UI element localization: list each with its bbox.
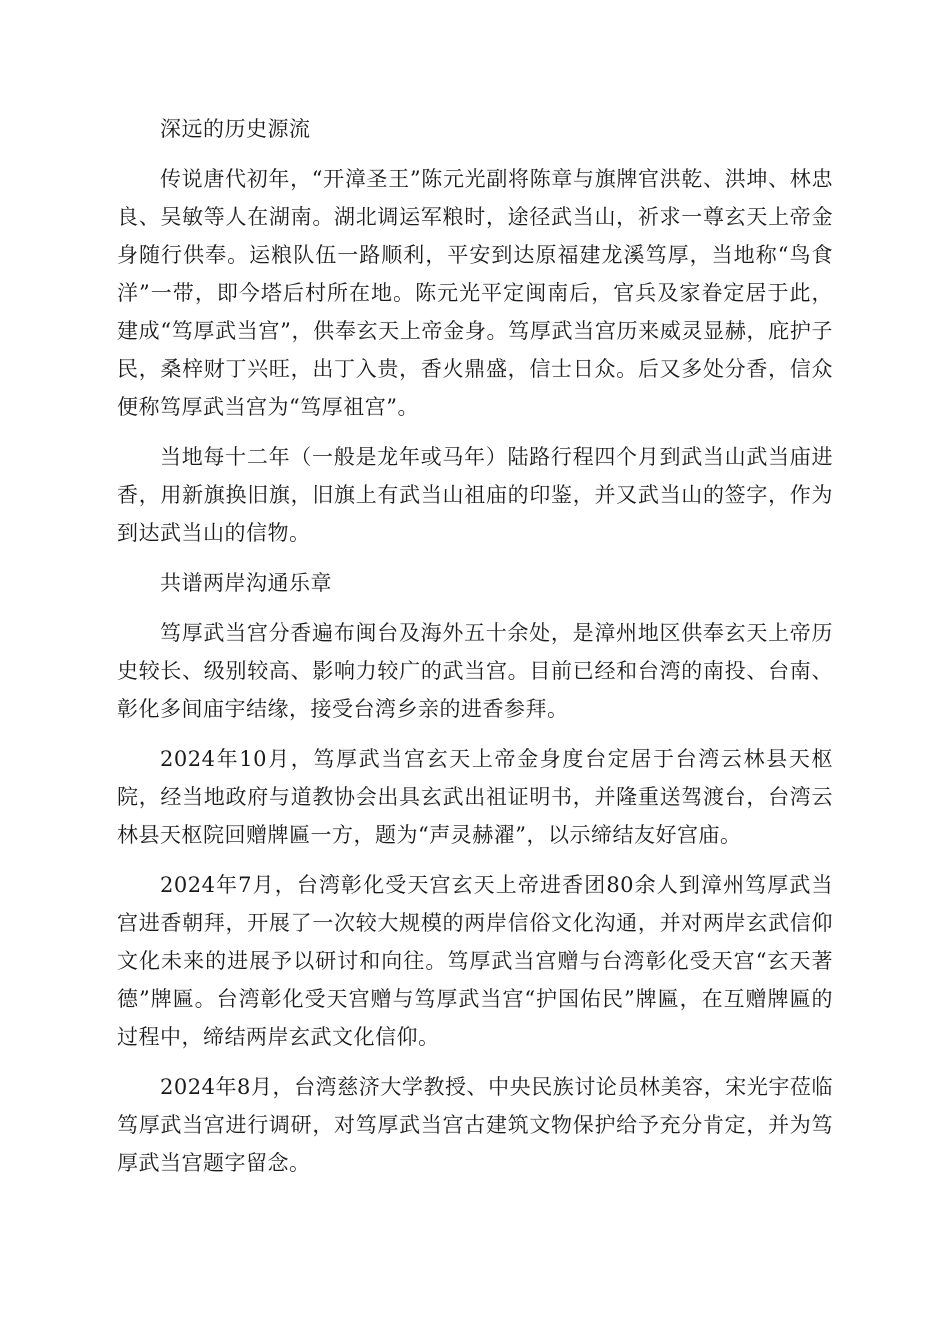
section-heading-history: 深远的历史源流	[160, 117, 311, 141]
paragraph-2024-october: 2024年10月，笃厚武当宫玄天上帝金身度台定居于台湾云林县天枢院，经当地政府与道教协会出具玄武出祖证明书，并隆重送驾渡台，台湾云林县天枢院回赠牌匾一方，题为“声灵赫濯”，以示缔结友好宫庙。	[117, 747, 833, 847]
section-heading-cross-strait: 共谱两岸沟通乐章	[160, 571, 332, 595]
paragraph-2024-july: 2024年7月，台湾彰化受天宫玄天上帝进香团80余人到漳州笃厚武当宫进香朝拜，开展了一次较大规模的两岸信俗文化沟通，并对两岸玄武信仰文化未来的进展予以研讨和向往。笃厚武当宫赠与台湾彰化受天宫“玄天著德”牌匾。台湾彰化受天宫赠与笃厚武当宫“护国佑民”牌匾，在互赠牌匾的过程中，缔结两岸玄武文化信仰。	[117, 873, 833, 1049]
paragraph-pilgrimage: 当地每十二年（一般是龙年或马年）陆路行程四个月到武当山武当庙进香，用新旗换旧旗，旧旗上有武当山祖庙的印鉴，并又武当山的签字，作为到达武当山的信物。	[117, 445, 833, 545]
paragraph-branches: 笃厚武当宫分香遍布闽台及海外五十余处，是漳州地区供奉玄天上帝历史较长、级别较高、影响力较广的武当宫。目前已经和台湾的南投、台南、彰化多间庙宇结缘，接受台湾乡亲的进香参拜。	[117, 621, 833, 721]
paragraph-legend: 传说唐代初年，“开漳圣王”陈元光副将陈章与旗牌官洪乾、洪坤、林忠良、吴敏等人在湖南。湖北调运军粮时，途径武当山，祈求一尊玄天上帝金身随行供奉。运粮队伍一路顺利，平安到达原福建龙溪笃厚，当地称“鸟食洋”一带，即今塔后村所在地。陈元光平定闽南后，官兵及家眷定居于此，建成“笃厚武当宫”，供奉玄天上帝金身。笃厚武当宫历来威灵显赫，庇护子民，桑梓财丁兴旺，出丁入贵，香火鼎盛，信士日众。后又多处分香，信众便称笃厚武当宫为“笃厚祖宫”。	[117, 167, 833, 419]
document-page	[117, 110, 833, 1194]
paragraph-2024-august: 2024年8月，台湾慈济大学教授、中央民族讨论员林美容，宋光宇莅临笃厚武当宫进行调研，对笃厚武当宫古建筑文物保护给予充分肯定，并为笃厚武当宫题字留念。	[117, 1075, 833, 1175]
